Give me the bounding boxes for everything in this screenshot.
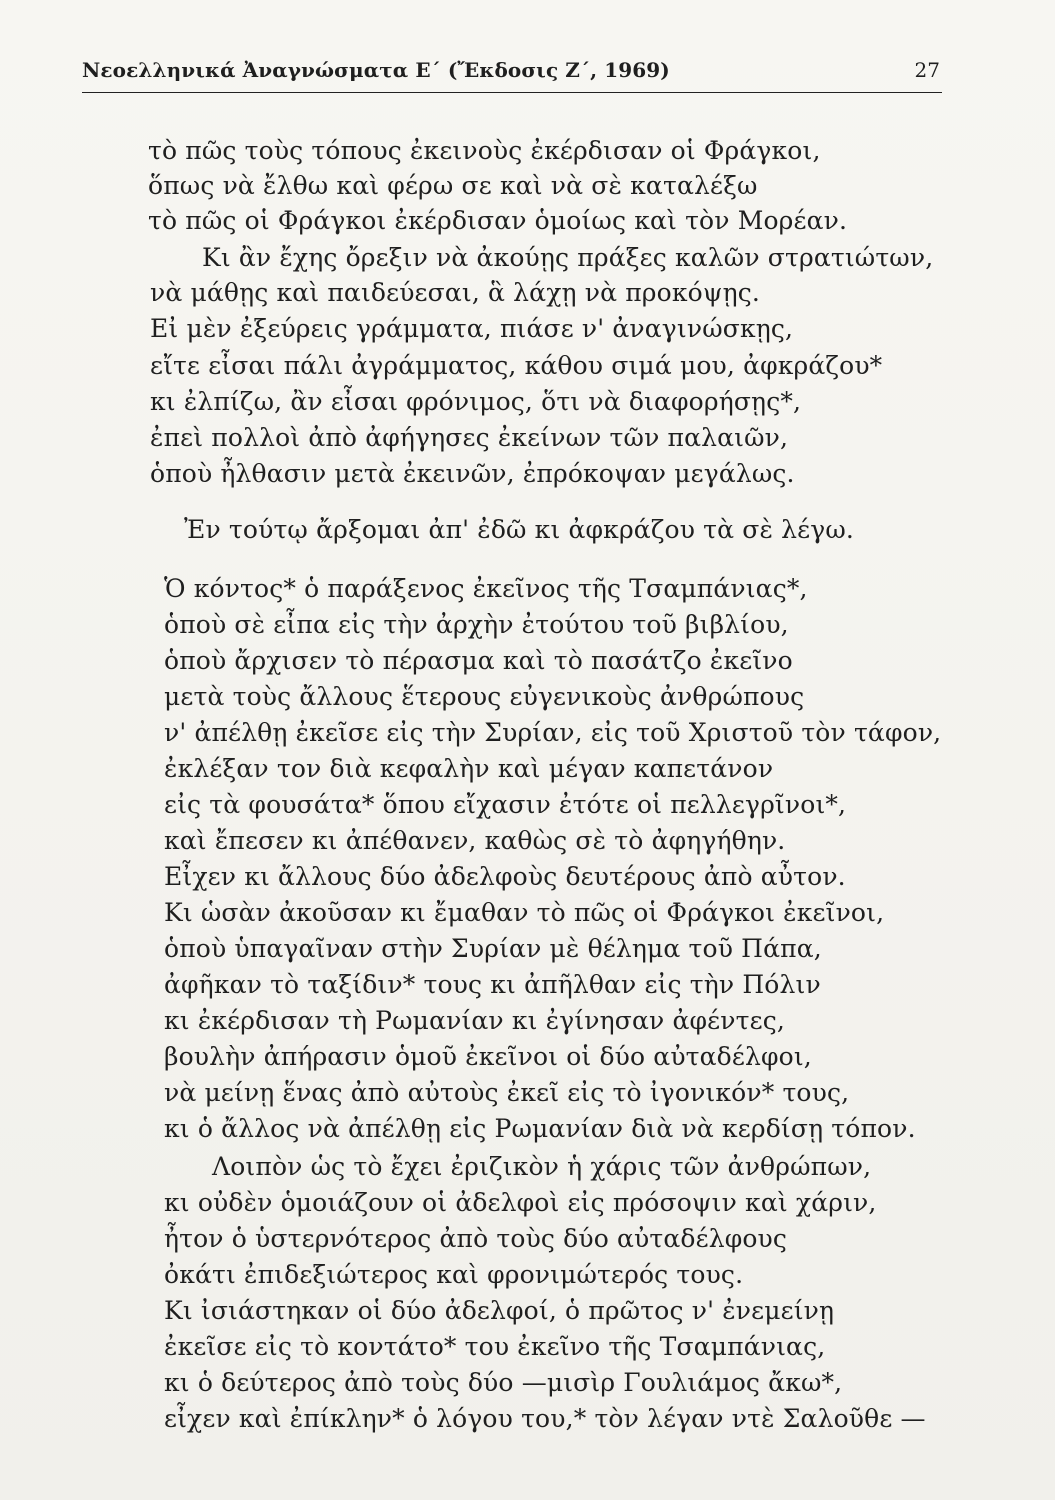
poem-line: εἰς τὰ φουσάτα* ὅπου εἴχασιν ἐτότε οἱ πελλεγρῖνοι*, xyxy=(164,790,847,819)
poem-line: Εἰ μὲν ἐξεύρεις γράμματα, πιάσε ν' ἀναγινώσκῃς, xyxy=(150,314,794,343)
poem-line: ὁποὺ σὲ εἶπα εἰς τὴν ἀρχὴν ἐτούτου τοῦ βιβλίου, xyxy=(164,610,789,639)
poem-line: ἐκλέξαν τον διὰ κεφαλὴν καὶ μέγαν καπετάνον xyxy=(164,754,774,783)
poem-line: κι ἐκέρδισαν τὴ Ρωμανίαν κι ἐγίνησαν ἀφέντες, xyxy=(164,1006,785,1035)
poem-line: ὁποὺ ὑπαγαῖναν στὴν Συρίαν μὲ θέλημα τοῦ Πάπα, xyxy=(164,934,822,963)
poem-line: Ὁ κόντος* ὁ παράξενος ἐκεῖνος τῆς Τσαμπάνιας*, xyxy=(164,574,808,603)
poem-line: κι οὐδὲν ὁμοιάζουν οἱ ἀδελφοὶ εἰς πρόσοψιν καὶ χάριν, xyxy=(164,1188,877,1217)
poem-line: βουλὴν ἀπήρασιν ὁμοῦ ἐκεῖνοι οἱ δύο αὐταδέλφοι, xyxy=(164,1042,812,1071)
poem-line: κι ὁ ἄλλος νὰ ἀπέλθῃ εἰς Ρωμανίαν διὰ νὰ κερδίσῃ τόπον. xyxy=(164,1114,916,1143)
poem-line: Εἶχεν κι ἄλλους δύο ἀδελφοὺς δευτέρους ἀπὸ αὖτον. xyxy=(164,862,846,891)
poem-line: ὅπως νὰ ἔλθω καὶ φέρω σε καὶ νὰ σὲ καταλέξω xyxy=(148,171,758,200)
poem-line: ἀφῆκαν τὸ ταξίδιν* τους κι ἀπῆλθαν εἰς τὴν Πόλιν xyxy=(164,970,821,999)
page-number: 27 xyxy=(914,58,940,82)
poem-line: ἐκεῖσε εἰς τὸ κοντάτο* του ἐκεῖνο τῆς Τσαμπάνιας, xyxy=(164,1332,826,1361)
poem-line: Κι ἂν ἔχης ὄρεξιν νὰ ἀκούῃς πράξες καλῶν στρατιώτων, xyxy=(202,243,934,272)
poem-line: νὰ μάθῃς καὶ παιδεύεσαι, ἃ λάχῃ νὰ προκόψῃς. xyxy=(150,278,760,307)
poem-line: ὁποὺ ἄρχισεν τὸ πέρασμα καὶ τὸ πασάτζο ἐκεῖνο xyxy=(164,646,793,675)
poem-line: τὸ πῶς τοὺς τόπους ἐκεινοὺς ἐκέρδισαν οἱ Φράγκοι, xyxy=(148,136,821,165)
poem-line: Λοιπὸν ὡς τὸ ἔχει ἐριζικὸν ἡ χάρις τῶν ἀνθρώπων, xyxy=(212,1152,872,1181)
poem-line: ἐπεὶ πολλοὶ ἀπὸ ἀφήγησες ἐκείνων τῶν παλαιῶν, xyxy=(150,423,789,452)
poem-line: καὶ ἔπεσεν κι ἀπέθανεν, καθὼς σὲ τὸ ἀφηγήθην. xyxy=(164,826,786,855)
poem-line: εἴτε εἶσαι πάλι ἀγράμματος, κάθου σιμά μου, ἀφκράζου* xyxy=(150,351,883,380)
poem-line: νὰ μείνῃ ἕνας ἀπὸ αὐτοὺς ἐκεῖ εἰς τὸ ἰγονικόν* τους, xyxy=(164,1078,850,1107)
poem-line: ἦτον ὁ ὑστερνότερος ἀπὸ τοὺς δύο αὐταδέλφους xyxy=(164,1224,788,1253)
poem-line: κι ἐλπίζω, ἂν εἶσαι φρόνιμος, ὅτι νὰ διαφορήσῃς*, xyxy=(150,387,802,416)
poem-line: τὸ πῶς οἱ Φράγκοι ἐκέρδισαν ὁμοίως καὶ τὸν Μορέαν. xyxy=(148,206,848,235)
poem-line: ὀκάτι ἐπιδεξιώτερος καὶ φρονιμώτερός τους. xyxy=(164,1260,744,1289)
poem-line: εἶχεν καὶ ἐπίκλην* ὁ λόγου του,* τὸν λέγαν ντὲ Σαλοῦθε — xyxy=(164,1404,926,1433)
poem-line: Κι ἰσιάστηκαν οἱ δύο ἀδελφοί, ὁ πρῶτος ν' ἐνεμείνῃ xyxy=(164,1296,835,1325)
poem-line: κι ὁ δεύτερος ἀπὸ τοὺς δύο —μισὶρ Γουλιάμος ἄκω*, xyxy=(164,1368,843,1397)
poem-line: Κι ὡσὰν ἀκοῦσαν κι ἔμαθαν τὸ πῶς οἱ Φράγκοι ἐκεῖνοι, xyxy=(164,898,885,927)
poem-line: Ἐν τούτῳ ἄρξομαι ἀπ' ἐδῶ κι ἀφκράζου τὰ σὲ λέγω. xyxy=(184,515,854,544)
poem-line: μετὰ τοὺς ἄλλους ἕτερους εὐγενικοὺς ἀνθρώπους xyxy=(164,682,805,711)
running-title: Νεοελληνικά Ἀναγνώσματα Ε΄ (Ἔκδοσις Ζ΄, 1969) xyxy=(82,58,670,82)
poem-line: ὁποὺ ἦλθασιν μετὰ ἐκεινῶν, ἐπρόκοψαν μεγάλως. xyxy=(150,459,795,488)
poem-line: ν' ἀπέλθῃ ἐκεῖσε εἰς τὴν Συρίαν, εἰς τοῦ Χριστοῦ τὸν τάφον, xyxy=(164,718,942,747)
